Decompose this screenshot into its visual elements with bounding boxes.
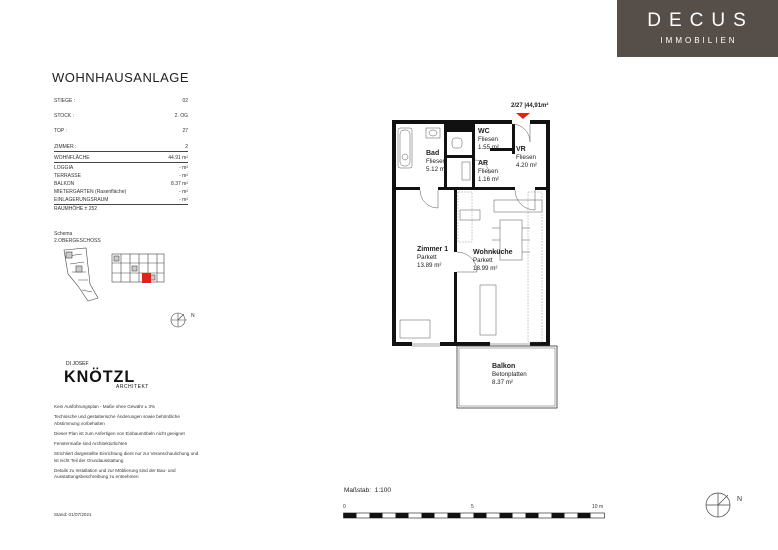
room-ar: AR Fliesen 1.16 m² xyxy=(478,160,499,183)
note-item: Fenstermaße sind Architekturlichten xyxy=(54,441,128,447)
note-item: Details zu Installation und zur Möblierung sind der Bau- und Ausstattungsbeschreibung zu entnehmen xyxy=(54,468,176,480)
room-bad: Bad Fliesen 5.12 m² xyxy=(426,150,447,173)
schema-unit-marker xyxy=(142,273,151,283)
spec-row-einlagerungsraum: EINLAGERUNGSRAUM - m² xyxy=(54,197,188,203)
compass-letter: N xyxy=(191,313,195,319)
room-zimmer1: Zimmer 1 Parkett 13.89 m² xyxy=(417,246,449,269)
spec-row-raumhoehe: RAUMHÖHE ± 252 xyxy=(54,206,98,212)
spec-table xyxy=(54,97,188,213)
scale-label: Maßstab: 1:100 xyxy=(344,487,391,494)
compass-large-icon xyxy=(702,490,742,520)
spec-row-zimmer: ZIMMER : 2 xyxy=(54,144,188,150)
schema-floor: 2.OBERGESCHOSS xyxy=(54,238,101,244)
spec-row-terrasse: TERRASSE - m² xyxy=(54,173,188,179)
brand-logo xyxy=(617,0,778,57)
scale-tick-10: 10 m xyxy=(592,504,604,510)
room-wohnkueche: Wohnküche Parkett 18.99 m² xyxy=(473,249,513,272)
floor-plan xyxy=(380,100,580,410)
architect-logo: DI JOSEF KNÖTZL ARCHITEKT xyxy=(64,361,149,390)
note-item: Kein Ausführungsplan - Maße ohne Gewähr ± 3% xyxy=(54,404,156,409)
spec-row-balkon: BALKON 8.37 m² xyxy=(54,181,188,187)
unit-label: 2/27 |44,91m² xyxy=(511,103,549,109)
room-vr: VR Fliesen 4.20 m² xyxy=(516,146,537,169)
spec-row-loggia: LOGGIA - m² xyxy=(54,165,188,171)
note-item: Dieser Plan ist zum Anfertigen von Einbaumöbeln nicht geeignet xyxy=(54,430,185,436)
schema-diagram xyxy=(58,246,168,302)
spec-row-stiege: STIEGE : 02 xyxy=(54,98,188,104)
note-item: Technische und gestalterische Änderungen sowie behördliche Abstimmung vorbehalten xyxy=(54,414,180,426)
brand-name: DECUS xyxy=(647,10,754,31)
page-title: WOHNHAUSANLAGE xyxy=(52,70,190,85)
disclaimer-notes xyxy=(54,404,204,485)
scale-tick-5: 5 xyxy=(471,504,474,510)
schema-label: Schema xyxy=(54,231,73,237)
scale-bar xyxy=(343,512,605,520)
spec-row-top: TOP : 27 xyxy=(54,128,188,134)
spec-row-wohnflaeche: WOHNFLÄCHE 44.91 m² xyxy=(54,155,188,161)
spec-row-mietergarten: MIETERGARTEN (Rasenfläche) - m² xyxy=(54,189,188,195)
stand-date: Stand: 01/07/2021 xyxy=(54,512,92,517)
brand-subtitle: IMMOBILIEN xyxy=(660,36,738,45)
compass-large-letter: N xyxy=(737,496,743,503)
room-wc: WC Fliesen 1.55 m² xyxy=(478,128,499,151)
room-balkon: Balkon Betonplatten 8.37 m² xyxy=(492,363,527,386)
note-item: Strichliert dargestellte Einrichtung dient nur zur Veranschaulichung und ist nicht Teil der Grundausstattung xyxy=(54,451,199,463)
spec-row-stock: STOCK : 2. OG xyxy=(54,113,188,119)
scale-tick-0: 0 xyxy=(343,504,346,510)
